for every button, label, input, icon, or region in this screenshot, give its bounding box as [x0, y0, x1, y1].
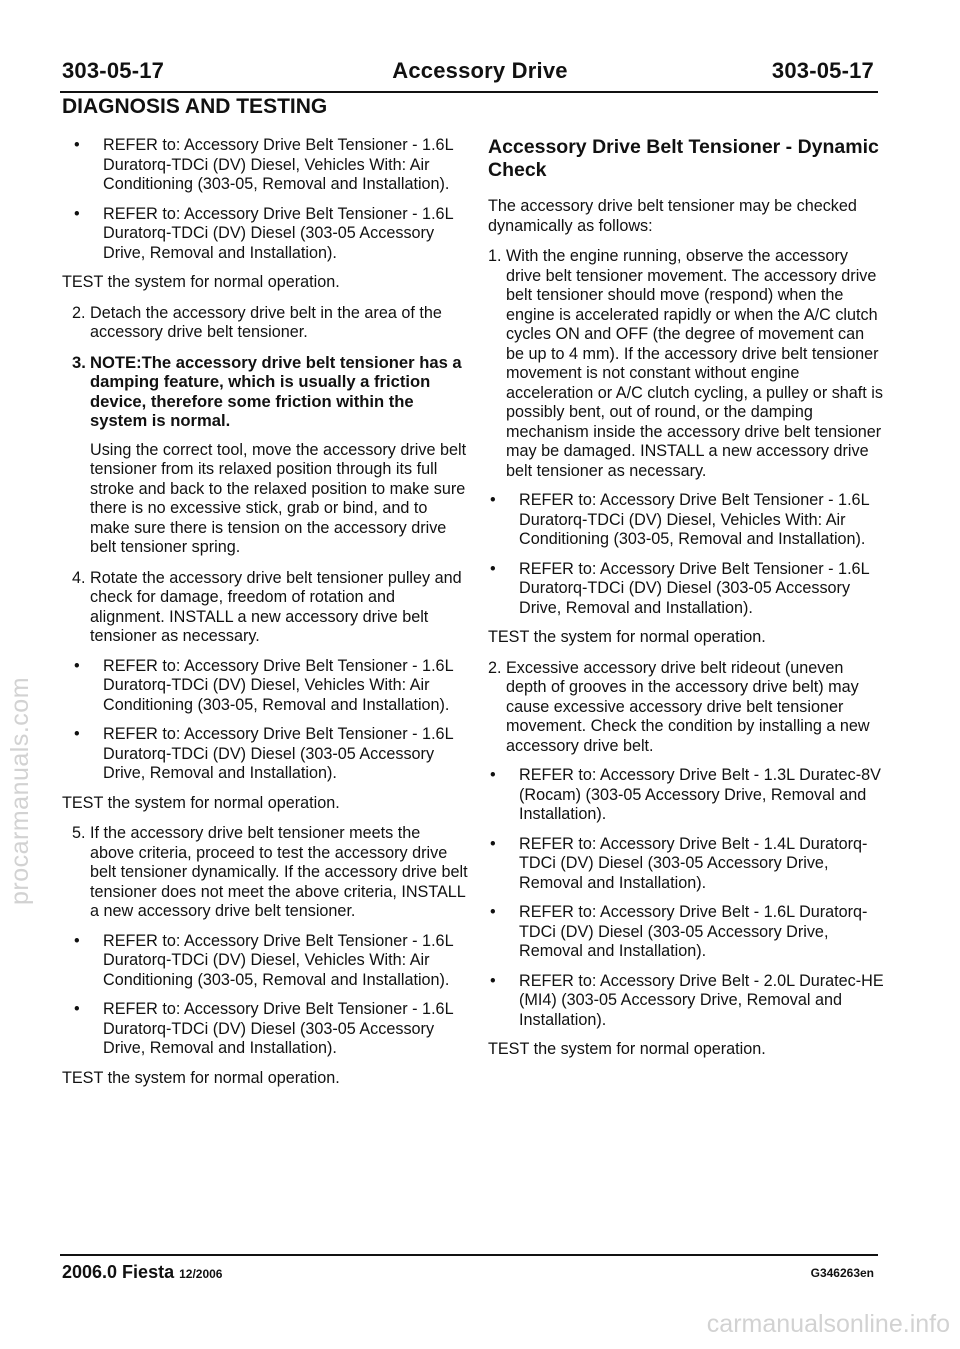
- step-1: [488, 247, 884, 481]
- refer-bullet: • REFER to: Accessory Drive Belt - 1.4L Duratorq-TDCi (DV) Diesel (303-05 Accessory Drive, Removal and Installation).: [488, 835, 884, 894]
- step-number: 2.: [72, 303, 86, 322]
- step-text: If the accessory drive belt tensioner meets the above criteria, proceed to test the accessory drive belt tensioner dynamically. If the accessory drive belt tensioner does not meet the above criteria, INSTALL a new accessory drive belt tensioner.: [90, 824, 468, 920]
- page-number-left: 303-05-17: [62, 58, 165, 83]
- watermark-side: procarmanuals.com: [6, 676, 34, 905]
- step-2: [488, 659, 884, 757]
- step-4: [72, 569, 468, 647]
- intro-paragraph: The accessory drive belt tensioner may be checked dynamically as follows:: [488, 197, 857, 235]
- step-text: Rotate the accessory drive belt tensioner pulley and check for damage, freedom of rotation and alignment. INSTALL a new accessory drive belt tensioner as necessary.: [90, 568, 462, 645]
- left-column: [62, 136, 468, 1099]
- step-text: NOTE:The accessory drive belt tensioner has a damping feature, which is usually a friction device, therefore some friction within the system is normal.: [90, 352, 462, 430]
- page-number-right: 303-05-17: [771, 58, 874, 83]
- test-instruction: TEST the system for normal operation.: [488, 1040, 766, 1058]
- step-number: 1.: [488, 247, 502, 265]
- step-number: 4.: [72, 568, 86, 587]
- test-instruction: TEST the system for normal operation.: [62, 1068, 340, 1087]
- refer-bullet: • REFER to: Accessory Drive Belt Tensioner - 1.6L Duratorq-TDCi (DV) Diesel (303-05 Accessory Drive, Removal and Installation).: [72, 1000, 468, 1059]
- footer-date: 12/2006: [179, 1267, 223, 1281]
- refer-bullet: • REFER to: Accessory Drive Belt - 2.0L Duratec-HE (MI4) (303-05 Accessory Drive, Removal and Installation).: [488, 972, 884, 1031]
- step-number: 2.: [488, 658, 502, 677]
- refer-bullet: • REFER to: Accessory Drive Belt Tensioner - 1.6L Duratorq-TDCi (DV) Diesel (303-05 Accessory Drive, Removal and Installation).: [72, 205, 468, 264]
- step-text: Excessive accessory drive belt rideout (uneven depth of grooves in the accessory drive belt) may cause excessive accessory drive belt tensioner movement. Check the condition by installing a new accessory drive belt.: [506, 658, 870, 755]
- footer-doc-code: G346263en: [810, 1266, 874, 1280]
- step-2: [72, 304, 468, 343]
- step-number: 5.: [72, 824, 86, 842]
- watermark-bottom: carmanualsonline.info: [706, 1310, 950, 1338]
- right-column: [488, 136, 884, 1071]
- footer-model: [62, 1262, 222, 1283]
- step-text: Detach the accessory drive belt in the area of the accessory drive belt tensioner.: [90, 303, 442, 341]
- header-rule: [60, 91, 878, 93]
- refer-bullet: • REFER to: Accessory Drive Belt Tensioner - 1.6L Duratorq-TDCi (DV) Diesel (303-05 Accessory Drive, Removal and Installation).: [72, 725, 468, 784]
- refer-bullet: • REFER to: Accessory Drive Belt - 1.3L Duratec-8V (Rocam) (303-05 Accessory Drive, Removal and Installation).: [488, 766, 884, 825]
- test-instruction: TEST the system for normal operation.: [62, 793, 340, 812]
- page-title: Accessory Drive: [392, 58, 568, 83]
- refer-bullet: • REFER to: Accessory Drive Belt Tensioner - 1.6L Duratorq-TDCi (DV) Diesel, Vehicles With: Air Conditioning (303-05, Removal and Installation).: [488, 491, 884, 550]
- step-5: [72, 824, 468, 922]
- refer-bullet: • REFER to: Accessory Drive Belt Tensioner - 1.6L Duratorq-TDCi (DV) Diesel, Vehicles With: Air Conditioning (303-05, Removal and Installation).: [72, 136, 468, 195]
- step-3-body: Using the correct tool, move the accessory drive belt tensioner from its relaxed position through its full stroke and back to the relaxed position to make sure there is no excessive stick, grab or bind, and to make sure there is tension on the accessory drive belt tensioner spring.: [90, 440, 467, 556]
- footer-model-name: 2006.0 Fiesta: [62, 1262, 175, 1282]
- refer-bullet: • REFER to: Accessory Drive Belt Tensioner - 1.6L Duratorq-TDCi (DV) Diesel, Vehicles With: Air Conditioning (303-05, Removal and Installation).: [72, 932, 468, 991]
- step-text: With the engine running, observe the accessory drive belt tensioner movement. The accessory drive belt tensioner should move (respond) when the engine is accelerated rapidly or when the A/C clutch cycles ON and OFF (the degree of movement can be up to 4 mm). If the accessory drive belt tensioner movement is not constant without engine acceleration or A/C clutch cycling, a pulley or shaft is possibly bent, out of round, or the damping mechanism inside the accessory drive belt tensioner may be damaged. INSTALL a new accessory drive belt tensioner as necessary.: [506, 247, 883, 480]
- section-title: DIAGNOSIS AND TESTING: [62, 95, 328, 118]
- refer-bullet: • REFER to: Accessory Drive Belt Tensioner - 1.6L Duratorq-TDCi (DV) Diesel (303-05 Accessory Drive, Removal and Installation).: [488, 560, 884, 619]
- refer-bullet: • REFER to: Accessory Drive Belt Tensioner - 1.6L Duratorq-TDCi (DV) Diesel, Vehicles With: Air Conditioning (303-05, Removal and Installation).: [72, 657, 468, 716]
- test-instruction: TEST the system for normal operation.: [62, 273, 340, 291]
- step-number: 3.: [72, 352, 86, 372]
- test-instruction: TEST the system for normal operation.: [488, 628, 766, 646]
- step-3-note: [72, 353, 468, 431]
- footer-rule: [60, 1254, 878, 1256]
- subsection-heading: Accessory Drive Belt Tensioner - Dynamic Check: [488, 136, 879, 181]
- refer-bullet: • REFER to: Accessory Drive Belt - 1.6L Duratorq-TDCi (DV) Diesel (303-05 Accessory Drive, Removal and Installation).: [488, 903, 884, 962]
